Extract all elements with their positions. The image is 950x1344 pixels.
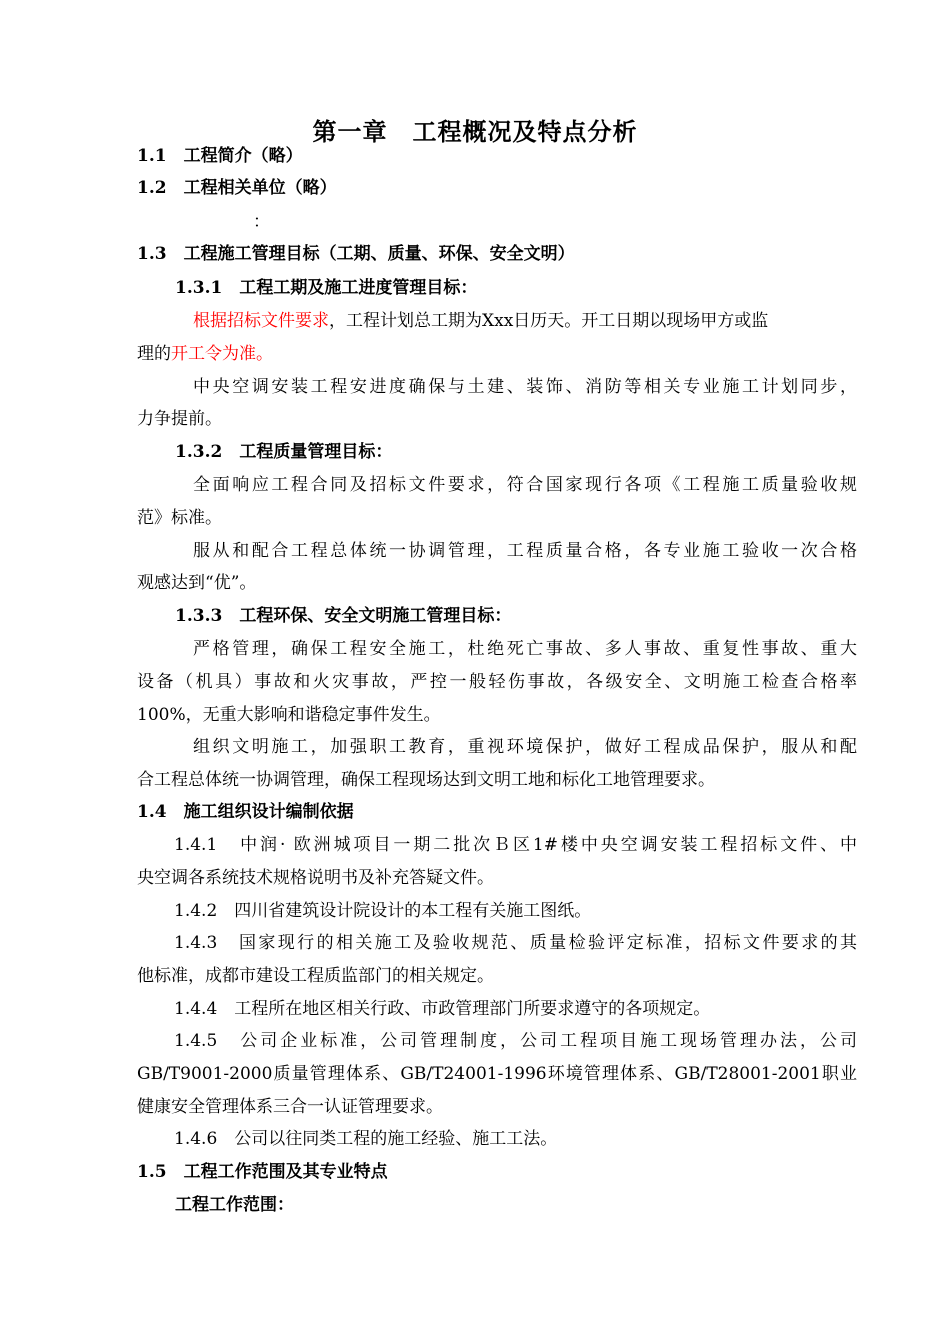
work-scope-heading: 工程工作范围： [175, 1195, 294, 1215]
basis-item-3-line-2: 他标准，成都市建设工程质监部门的相关规定。 [137, 966, 494, 986]
basis-item-4: 1.4.4 工程所在地区相关行政、市政管理部门所要求遵守的各项规定。 [174, 999, 711, 1019]
red-text-tender-requirement: 根据招标文件要求 [193, 311, 329, 331]
basis-item-6: 1.4.6 公司以往同类工程的施工经验、施工工法。 [174, 1129, 558, 1149]
basis-item-5-line-3: 健康安全管理体系三合一认证管理要求。 [137, 1097, 443, 1117]
paragraph-safety-line-1: 严格管理，确保工程安全施工，杜绝死亡事故、多人事故、重复性事故、重大 [193, 639, 857, 659]
stray-colon: ： [253, 212, 270, 232]
section-1-3-1-heading: 1.3.1 工程工期及施工进度管理目标： [175, 278, 478, 298]
section-1-3-heading: 1.3 工程施工管理目标（工期、质量、环保、安全文明） [137, 244, 575, 264]
basis-item-5-line-2: GB/T9001-2000质量管理体系、GB/T24001-1996环境管理体系、GB/T28001-2001职业 [137, 1064, 857, 1084]
paragraph-coordination-line-2: 观感达到“优”。 [137, 573, 257, 593]
paragraph-progress-line-1: 中央空调安装工程安进度确保与土建、装饰、消防等相关专业施工计划同步， [193, 377, 857, 397]
paragraph-civilized-line-2: 合工程总体统一协调管理，确保工程现场达到文明工地和标化工地管理要求。 [137, 770, 715, 790]
section-1-4-heading: 1.4 施工组织设计编制依据 [137, 802, 354, 822]
paragraph-quality-line-2: 范》标准。 [137, 508, 222, 528]
section-1-3-3-heading: 1.3.3 工程环保、安全文明施工管理目标： [175, 606, 512, 626]
paragraph-text: 理的 [137, 344, 171, 364]
paragraph-safety-line-2: 设备（机具）事故和火灾事故，严控一般轻伤事故，各级安全、文明施工检查合格率 [137, 672, 857, 692]
section-1-3-2-heading: 1.3.2 工程质量管理目标： [175, 442, 393, 462]
section-1-2-heading: 1.2 工程相关单位（略） [137, 178, 337, 198]
paragraph-progress-line-2: 力争提前。 [137, 409, 222, 429]
paragraph-schedule-line-2 [137, 342, 273, 366]
paragraph-quality-line-1: 全面响应工程合同及招标文件要求，符合国家现行各项《工程施工质量验收规 [193, 475, 857, 495]
chapter-title: 第一章 工程概况及特点分析 [312, 117, 638, 146]
basis-item-1-line-2: 央空调各系统技术规格说明书及补充答疑文件。 [137, 868, 494, 888]
basis-item-1-line-1: 1.4.1 中润· 欧洲城项目一期二批次Ｂ区1#楼中央空调安装工程招标文件、中 [174, 835, 857, 855]
section-1-1-heading: 1.1 工程简介（略） [137, 146, 303, 166]
paragraph-civilized-line-1: 组织文明施工，加强职工教育，重视环境保护，做好工程成品保护，服从和配 [193, 737, 857, 757]
section-1-5-heading: 1.5 工程工作范围及其专业特点 [137, 1162, 388, 1182]
paragraph-schedule-line-1 [193, 309, 768, 333]
basis-item-3-line-1: 1.4.3 国家现行的相关施工及验收规范、质量检验评定标准，招标文件要求的其 [174, 933, 857, 953]
paragraph-coordination-line-1: 服从和配合工程总体统一协调管理，工程质量合格，各专业施工验收一次合格 [193, 541, 857, 561]
red-text-start-order: 开工令为准。 [171, 344, 273, 364]
basis-item-5-line-1: 1.4.5 公司企业标准，公司管理制度，公司工程项目施工现场管理办法，公司 [174, 1031, 857, 1051]
basis-item-2: 1.4.2 四川省建筑设计院设计的本工程有关施工图纸。 [174, 901, 592, 921]
paragraph-text: ，工程计划总工期为Xxx日历天。开工日期以现场甲方或监 [329, 311, 769, 331]
paragraph-safety-line-3: 100%，无重大影响和谐稳定事件发生。 [137, 705, 441, 725]
